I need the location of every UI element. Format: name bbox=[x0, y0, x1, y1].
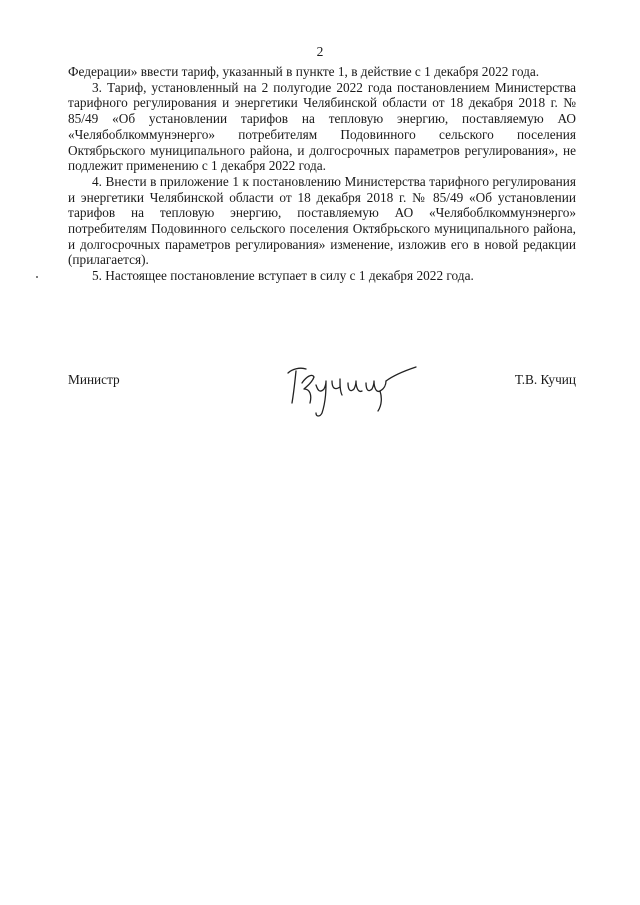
margin-mark bbox=[36, 276, 38, 278]
paragraph-item-3: 3. Тариф, установленный на 2 полугодие 2022 года постановлением Министерства тарифного регулирования и энергетики Челябинской области от 18 декабря 2018 г. № 85/49 «Об установлении тарифов на тепловую энергию, поставляемую АО «Челябоблкоммунэнерго» потребителям Подовинного сельского поселения Октябрьского муниципального района, и долгосрочных параметров регулирования», не подлежит применению с 1 декабря 2022 года. bbox=[68, 79, 576, 174]
paragraph-continuation: Федерации» ввести тариф, указанный в пункте 1, в действие с 1 декабря 2022 года. bbox=[68, 64, 540, 79]
signatory-position: Министр bbox=[68, 372, 120, 387]
paragraph-item-5: 5. Настоящее постановление вступает в силу с 1 декабря 2022 года. bbox=[92, 268, 474, 284]
document-body bbox=[68, 64, 576, 284]
page-number: 2 bbox=[316, 44, 324, 59]
signatory-name: Т.В. Кучиц bbox=[514, 372, 576, 387]
handwritten-signature bbox=[282, 355, 422, 425]
paragraph-item-4: 4. Внести в приложение 1 к постановлению Министерства тарифного регулирования и энергетики Челябинской области от 18 декабря 2018 г. № 85/49 «Об установлении тарифов на тепловую энергию, поставляемую АО «Челябоблкоммунэнерго» потребителям Подовинного сельского поселения Октябрьского муниципального района, и долгосрочных параметров регулирования» изменение, изложив его в новой редакции (прилагается). bbox=[68, 173, 576, 268]
